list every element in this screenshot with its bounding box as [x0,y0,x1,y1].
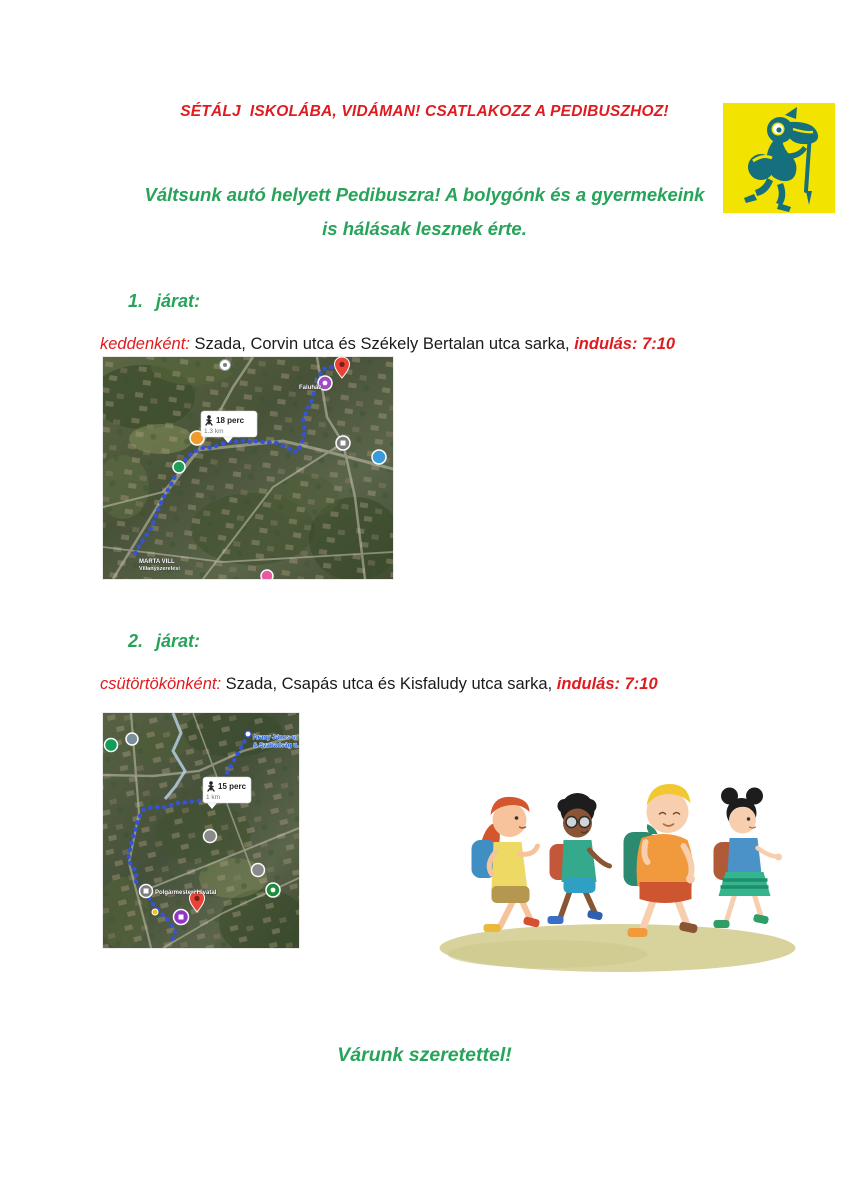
child-boy-glasses [548,793,610,924]
gray-marker [204,830,217,843]
closing-text: Várunk szeretettel! [337,1044,512,1066]
satellite-map-1 [103,357,393,579]
route-2-heading [128,631,200,652]
distance-text: 1 km [206,794,221,801]
intro-line-2: is hálásak lesznek érte. [322,218,527,239]
map-place-label: Polgármesteri Hivatal [155,890,217,896]
child-redhead-girl [472,797,541,932]
route-2-details [100,675,658,694]
route-2-location: Szada, Csapás utca és Kisfaludy utca sarka, [225,675,553,693]
map-place-label: Arany János u. [253,734,298,741]
gray-marker [252,864,265,877]
distance-text: 1.3 km [204,428,224,435]
green-marker [173,461,185,473]
route-1-map [103,357,393,579]
route-1-location: Szada, Corvin utca és Székely Bertalan utca sarka, [194,335,570,353]
route-2-day: csütörtökönként: [100,675,222,693]
satellite-map-2 [103,713,299,948]
children-illustration-svg [425,760,800,975]
map-place-label: Faluház [299,385,322,391]
map-place-label: Villanyszerelési [139,566,180,572]
gray-marker [126,733,138,745]
route-1-day: keddenként: [100,335,190,353]
route-2-number: 2. [128,631,144,651]
yellow-dot-marker [152,909,158,915]
green-marker [105,739,118,752]
map-place-label: MARTA VILL [139,559,175,565]
pink-marker [261,570,273,579]
route-1-label: járat: [156,291,201,311]
children-walking-illustration [425,760,800,975]
intro-text [0,178,849,246]
route-start-dot [245,731,251,737]
intro-line-1: Váltsunk autó helyett Pedibuszra! A bolygónk és a gyermekeink [144,184,705,205]
child-bun-girl [714,788,783,929]
page-title: SÉTÁLJ ISKOLÁBA, VIDÁMAN! CSATLAKOZZ A PEDIBUSZHOZ! [180,103,669,120]
child-blond-boy [624,784,699,937]
route-2-label: járat: [156,631,201,651]
duration-text: 15 perc [218,782,247,791]
route-2-departure: indulás: 7:10 [556,675,658,693]
route-1-details [100,335,675,354]
route-1-heading [128,291,200,312]
route-1-departure: indulás: 7:10 [574,335,676,353]
route-2-map [103,713,299,948]
blue-marker [372,450,386,464]
duration-text: 18 perc [216,416,245,425]
route-1-number: 1. [128,291,144,311]
map-place-label: & Szabadság u. [253,742,299,749]
